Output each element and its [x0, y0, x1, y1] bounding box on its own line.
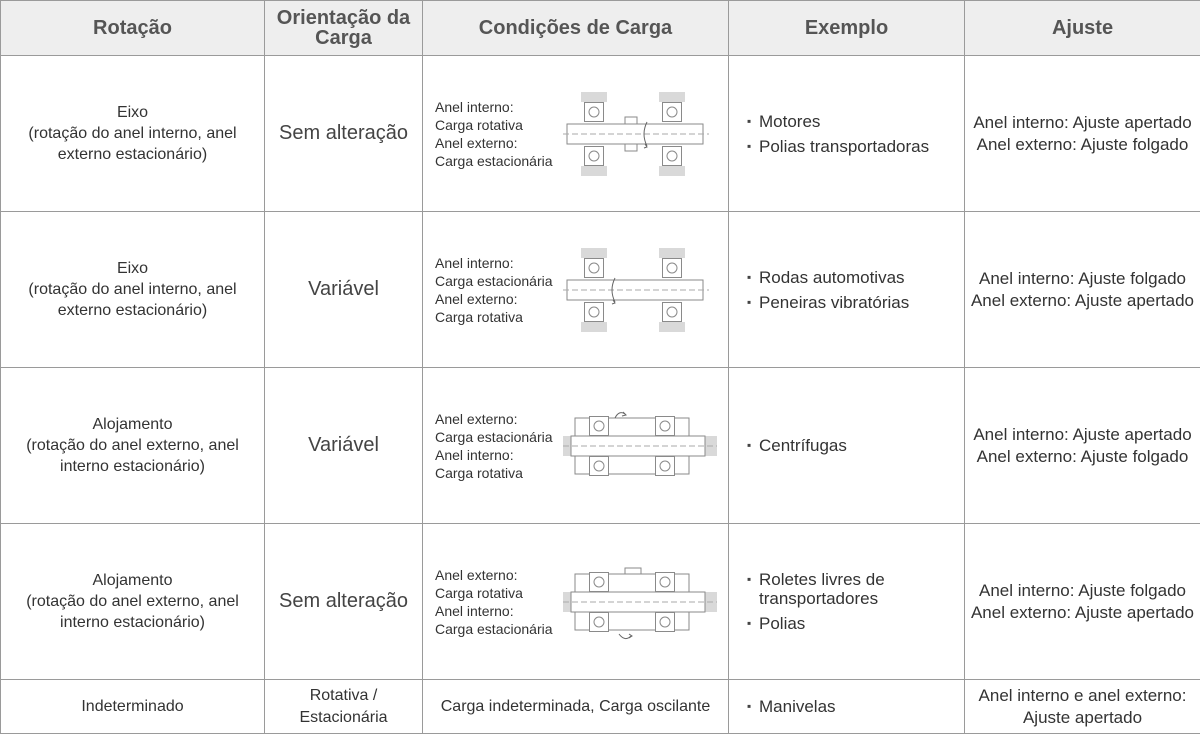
- example-item: ▪ Roletes livres de transportadores: [747, 570, 960, 608]
- orientation-value: Rotativa /: [309, 686, 378, 704]
- condition-line: Carga rotativa: [435, 464, 523, 481]
- rotation-description: (rotação do anel externo, anel interno estacionário): [26, 437, 239, 475]
- example-item: ▪ Rodas automotivas: [747, 268, 960, 287]
- housing-rotating-diagram: [563, 554, 723, 650]
- rotation-cell: [1, 212, 265, 368]
- condition-line: Anel externo:: [435, 134, 518, 151]
- condition-line: Anel interno:: [435, 446, 514, 463]
- condition-line: Carga rotativa: [435, 116, 523, 133]
- condition-line: Anel interno:: [435, 254, 514, 271]
- fit-line: Anel interno: Ajuste apertado: [973, 112, 1192, 132]
- example-item: ▪ Manivelas: [747, 697, 960, 716]
- housing-rotating-diagram: [563, 398, 723, 494]
- example-item: ▪ Polias transportadoras: [747, 137, 960, 156]
- header-rotation: Rotação: [1, 1, 265, 56]
- rotation-cell: [1, 56, 265, 212]
- example-cell: [729, 680, 965, 734]
- fit-cell: [965, 680, 1200, 734]
- fit-line: Anel interno: Ajuste folgado: [979, 268, 1186, 288]
- header-example: Exemplo: [729, 1, 965, 56]
- fit-line: Anel interno: Ajuste folgado: [979, 580, 1186, 600]
- condition-line: Carga estacionária: [435, 428, 553, 445]
- fit-cell: [965, 212, 1200, 368]
- condition-line: Anel interno:: [435, 602, 514, 619]
- orientation-value: Sem alteração: [279, 590, 408, 612]
- condition-line: Carga estacionária: [435, 272, 553, 289]
- fit-line: Anel interno e anel externo:: [978, 685, 1187, 705]
- rotation-title: Eixo: [116, 260, 149, 277]
- table-row: [1, 368, 1200, 524]
- example-item: ▪ Centrífugas: [747, 436, 960, 455]
- rotation-title: Indeterminado: [81, 698, 184, 715]
- conditions-text: Carga indeterminada, Carga oscilante: [440, 697, 711, 715]
- conditions-cell: [423, 368, 729, 524]
- example-list: [747, 436, 960, 455]
- fit-line: Anel externo: Ajuste folgado: [976, 446, 1189, 466]
- example-list: [747, 570, 960, 633]
- condition-line: Carga rotativa: [435, 584, 523, 601]
- conditions-cell: [423, 56, 729, 212]
- example-item: ▪ Polias: [747, 614, 960, 633]
- table-row: [1, 524, 1200, 680]
- orientation-value: Estacionária: [299, 708, 388, 726]
- example-cell: [729, 212, 965, 368]
- rotation-cell: [1, 368, 265, 524]
- fit-line: Anel externo: Ajuste apertado: [970, 290, 1195, 310]
- table-row: [1, 212, 1200, 368]
- rotation-cell: [1, 680, 265, 734]
- header-row: [1, 1, 1200, 56]
- example-list: [747, 697, 960, 716]
- orientation-cell: [265, 680, 423, 734]
- condition-line: Carga estacionária: [435, 152, 553, 169]
- fit-line: Ajuste apertado: [1022, 707, 1143, 727]
- conditions-cell: [423, 212, 729, 368]
- shaft-rotating-diagram: [563, 242, 723, 338]
- orientation-cell: [265, 524, 423, 680]
- example-cell: [729, 524, 965, 680]
- header-fit: Ajuste: [965, 1, 1200, 56]
- condition-line: Carga rotativa: [435, 308, 523, 325]
- orientation-cell: [265, 368, 423, 524]
- conditions-text: [435, 254, 559, 326]
- orientation-value: Variável: [308, 278, 379, 300]
- condition-line: Carga estacionária: [435, 620, 553, 637]
- example-item: ▪ Motores: [747, 112, 960, 131]
- condition-line: Anel externo:: [435, 566, 518, 583]
- fit-cell: [965, 368, 1200, 524]
- conditions-text: [435, 98, 559, 170]
- example-cell: [729, 368, 965, 524]
- example-list: [747, 268, 960, 312]
- example-item: ▪ Peneiras vibratórias: [747, 293, 960, 312]
- condition-line: Anel externo:: [435, 290, 518, 307]
- shaft-rotating-diagram: [563, 86, 723, 182]
- condition-line: Anel interno:: [435, 98, 514, 115]
- fit-line: Anel externo: Ajuste apertado: [970, 602, 1195, 622]
- orientation-value: Sem alteração: [279, 122, 408, 144]
- rotation-title: Alojamento: [92, 572, 173, 589]
- orientation-cell: [265, 212, 423, 368]
- header-load-orientation: Orientação da Carga: [265, 1, 423, 56]
- conditions-text: [435, 566, 559, 638]
- fit-cell: [965, 524, 1200, 680]
- rotation-title: Alojamento: [92, 416, 173, 433]
- example-list: [747, 112, 960, 156]
- fit-line: Anel externo: Ajuste folgado: [976, 134, 1189, 154]
- fit-cell: [965, 56, 1200, 212]
- table-row: [1, 56, 1200, 212]
- header-load-conditions: Condições de Carga: [423, 1, 729, 56]
- rotation-description: (rotação do anel interno, anel externo estacionário): [28, 125, 237, 163]
- conditions-cell: [423, 680, 729, 734]
- rotation-description: (rotação do anel externo, anel interno estacionário): [26, 593, 239, 631]
- table-row: [1, 680, 1200, 734]
- example-cell: [729, 56, 965, 212]
- rotation-title: Eixo: [116, 104, 149, 121]
- orientation-cell: [265, 56, 423, 212]
- orientation-value: Variável: [308, 434, 379, 456]
- rotation-description: (rotação do anel interno, anel externo estacionário): [28, 281, 237, 319]
- conditions-cell: [423, 524, 729, 680]
- condition-line: Anel externo:: [435, 410, 518, 427]
- fit-line: Anel interno: Ajuste apertado: [973, 424, 1192, 444]
- rotation-cell: [1, 524, 265, 680]
- conditions-text: [435, 410, 559, 482]
